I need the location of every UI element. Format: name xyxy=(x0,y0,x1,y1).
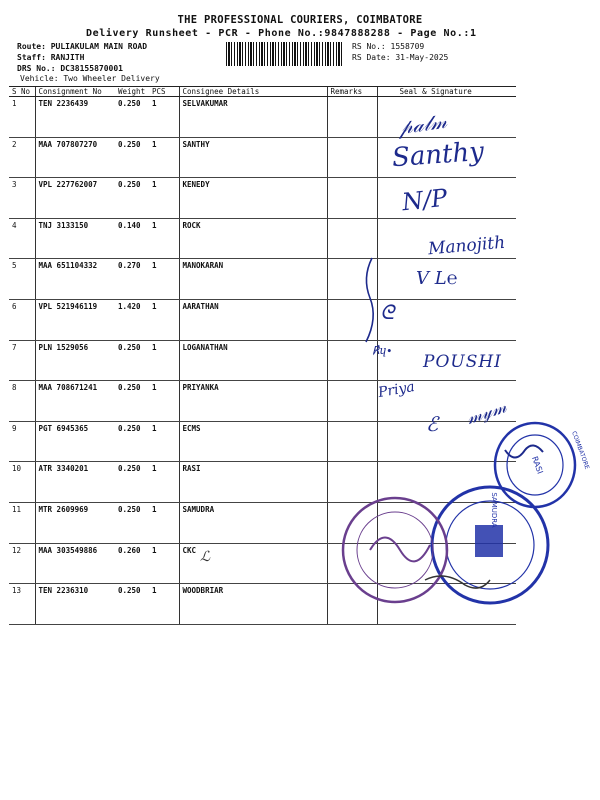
seal-stamps-image xyxy=(330,400,600,640)
row-weight: 0.250 xyxy=(115,178,149,219)
row-sno: 2 xyxy=(9,137,35,178)
row-weight: 0.250 xyxy=(115,462,149,503)
row-consignee: AARATHAN xyxy=(179,299,327,340)
row-consignee: SANTHY xyxy=(179,137,327,178)
row-consignment-no: MAA 303549886 xyxy=(35,543,115,584)
row-pcs: 1 xyxy=(149,340,179,381)
col-weight: Weight xyxy=(115,87,149,97)
row-remarks xyxy=(327,178,377,219)
signature-6-image: ᘓ xyxy=(380,300,395,324)
row-pcs: 1 xyxy=(149,218,179,259)
row-consignment-no: MTR 2609969 xyxy=(35,502,115,543)
signature-7-image: POUSHI xyxy=(423,352,502,372)
row-pcs: 1 xyxy=(149,97,179,138)
row-sno: 4 xyxy=(9,218,35,259)
row-weight: 0.250 xyxy=(115,137,149,178)
rs-date: RS Date: 31-May-2025 xyxy=(352,53,449,62)
col-seal-signature: Seal & Signature xyxy=(377,87,516,97)
row-consignment-no: MAA 651104332 xyxy=(35,259,115,300)
row-pcs: 1 xyxy=(149,421,179,462)
row-consignment-no: PGT 6945365 xyxy=(35,421,115,462)
row-weight: 0.250 xyxy=(115,340,149,381)
table-row xyxy=(9,299,516,340)
row-pcs: 1 xyxy=(149,584,179,625)
signature-9-image: ℰ xyxy=(426,412,439,436)
row-consignee: PRIYANKA xyxy=(179,381,327,422)
row-pcs: 1 xyxy=(149,381,179,422)
row-sno: 5 xyxy=(9,259,35,300)
row-consignment-no: ATR 3340201 xyxy=(35,462,115,503)
row-remarks xyxy=(327,218,377,259)
col-consignment: Consignment No xyxy=(35,87,115,97)
row-consignment-no: VPL 521946119 xyxy=(35,299,115,340)
row-sno: 9 xyxy=(9,421,35,462)
stamp-coimbatore-text: COIMBATORE xyxy=(570,430,591,471)
row-consignee: RASI xyxy=(179,462,327,503)
runsheet-subtitle: Delivery Runsheet - PCR - Phone No.:9847888288 - Page No.:1 xyxy=(86,28,477,39)
row-consignee: MANOKARAN xyxy=(179,259,327,300)
route-label: Route: PULIAKULAM MAIN ROAD xyxy=(17,42,148,51)
row-consignment-no: MAA 707807270 xyxy=(35,137,115,178)
row-weight: 0.250 xyxy=(115,97,149,138)
row-consignee: LOGANATHAN xyxy=(179,340,327,381)
row-weight: 0.260 xyxy=(115,543,149,584)
row-consignee: ECMS xyxy=(179,421,327,462)
signature-8b-image: 𝓂𝓎𝓂 xyxy=(463,396,510,429)
row-sno: 6 xyxy=(9,299,35,340)
row-pcs: 1 xyxy=(149,543,179,584)
row-sno: 11 xyxy=(9,502,35,543)
row-weight: 0.140 xyxy=(115,218,149,259)
row-pcs: 1 xyxy=(149,502,179,543)
row-consignee: ROCK xyxy=(179,218,327,259)
row-weight: 1.420 xyxy=(115,299,149,340)
row-consignment-no: MAA 708671241 xyxy=(35,381,115,422)
signature-5-image: V L℮ xyxy=(416,268,458,289)
signature-2-image: Santhy xyxy=(391,136,485,174)
col-consignee: Consignee Details xyxy=(179,87,327,97)
signature-4-image: Manojith xyxy=(427,232,506,260)
signature-7a-image: ℟ɥ∙ xyxy=(372,344,393,357)
signature-8-image: Priya xyxy=(376,378,416,402)
row-sno: 7 xyxy=(9,340,35,381)
row-sno: 1 xyxy=(9,97,35,138)
bracket-mark-image xyxy=(360,256,380,346)
runsheet-title: THE PROFESSIONAL COURIERS, COIMBATORE xyxy=(177,14,423,26)
signature-12-image: ℒ xyxy=(200,549,211,565)
row-weight: 0.250 xyxy=(115,502,149,543)
row-consignment-no: PLN 1529056 xyxy=(35,340,115,381)
staff-label: Staff: RANJITH xyxy=(17,53,85,62)
barcode-image xyxy=(226,42,344,66)
row-seal-signature xyxy=(377,299,516,340)
row-consignee: WOODBRIAR xyxy=(179,584,327,625)
row-pcs: 1 xyxy=(149,462,179,503)
row-weight: 0.270 xyxy=(115,259,149,300)
row-remarks xyxy=(327,137,377,178)
row-consignment-no: VPL 227762007 xyxy=(35,178,115,219)
row-weight: 0.250 xyxy=(115,381,149,422)
row-consignee: SAMUDRA xyxy=(179,502,327,543)
stamp-rasi-text: RASI xyxy=(530,455,545,476)
row-remarks xyxy=(327,340,377,381)
row-pcs: 1 xyxy=(149,259,179,300)
row-pcs: 1 xyxy=(149,137,179,178)
col-pcs: PCS xyxy=(149,87,179,97)
row-sno: 12 xyxy=(9,543,35,584)
row-sno: 8 xyxy=(9,381,35,422)
row-sno: 3 xyxy=(9,178,35,219)
col-sno: S No xyxy=(9,87,35,97)
vehicle-label: Vehicle: Two Wheeler Delivery xyxy=(20,74,160,83)
row-consignee: CKC xyxy=(179,543,327,584)
row-consignment-no: TEN 2236310 xyxy=(35,584,115,625)
signature-3-image: N/P xyxy=(400,183,449,217)
row-pcs: 1 xyxy=(149,299,179,340)
row-consignment-no: TEN 2236439 xyxy=(35,97,115,138)
drs-number: DRS No.: DC38155870001 xyxy=(17,64,123,73)
signature-1-image: 𝓅𝒶𝓁𝓂 xyxy=(396,108,449,140)
row-remarks xyxy=(327,97,377,138)
row-weight: 0.250 xyxy=(115,584,149,625)
row-consignee: SELVAKUMAR xyxy=(179,97,327,138)
row-weight: 0.250 xyxy=(115,421,149,462)
table-header-row xyxy=(9,87,516,97)
row-sno: 13 xyxy=(9,584,35,625)
row-sno: 10 xyxy=(9,462,35,503)
row-consignee: KENEDY xyxy=(179,178,327,219)
rs-number: RS No.: 1558709 xyxy=(352,42,425,51)
col-remarks: Remarks xyxy=(327,87,377,97)
row-pcs: 1 xyxy=(149,178,179,219)
stamp-samudra-text: SAMUDRA xyxy=(490,492,498,528)
row-consignment-no: TNJ 3133150 xyxy=(35,218,115,259)
